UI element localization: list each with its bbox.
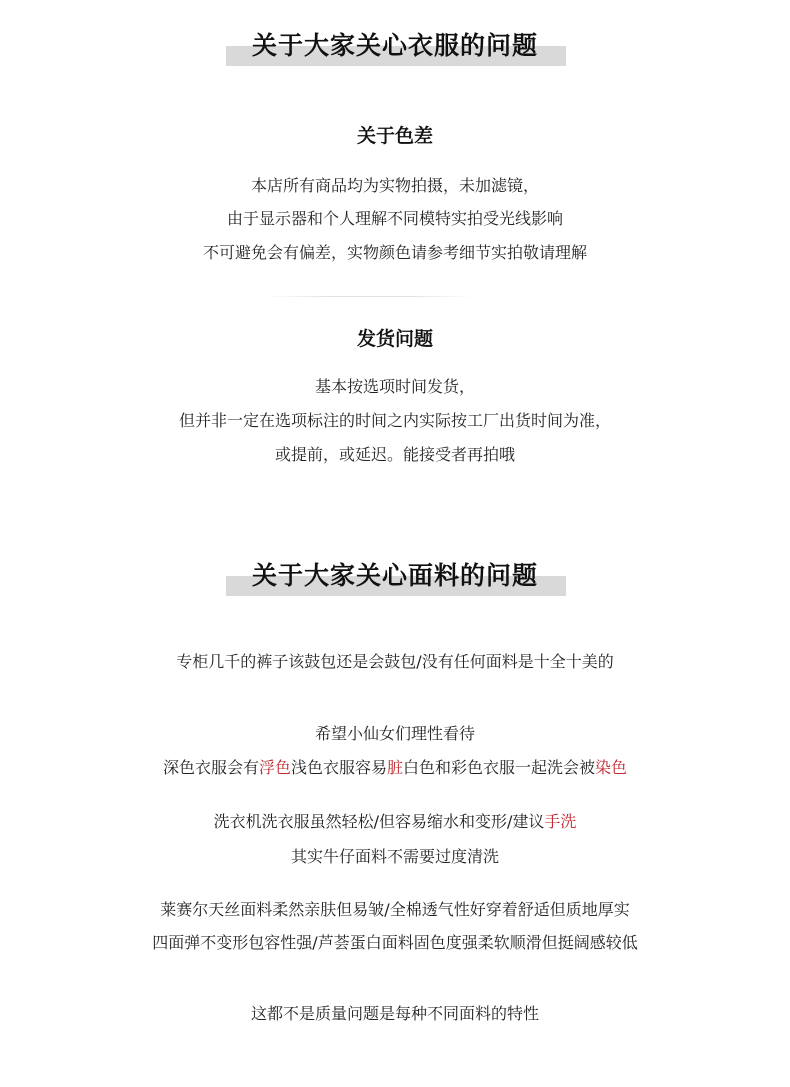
- text-segment: 浅色衣服容易: [290, 758, 387, 777]
- highlight-text: 脏: [387, 758, 404, 777]
- fabric-line: 莱赛尔天丝面料柔然亲肤但易皱/全棉透气性好穿着舒适但质地厚实: [160, 900, 630, 919]
- fabric-line: 专柜几千的裤子该鼓包还是会鼓包/没有任何面料是十全十美的: [176, 652, 614, 671]
- shipping-line: 但并非一定在选项标注的时间之内实际按工厂出货时间为准，: [178, 411, 611, 430]
- shipping-line: 或提前，或延迟。能接受者再拍哦: [274, 445, 515, 464]
- text-segment: 深色衣服会有: [162, 758, 259, 777]
- highlight-text: 染色: [595, 758, 628, 777]
- color-diff-title: 关于色差: [356, 125, 433, 147]
- section-heading-clothing: [0, 24, 790, 68]
- section-heading-text: 关于大家关心衣服的问题: [251, 31, 538, 60]
- shipping-title: 发货问题: [356, 328, 433, 350]
- fabric-line-highlighted: [0, 810, 790, 834]
- fabric-line: 其实牛仔面料不需要过度清洗: [290, 847, 499, 866]
- section-heading-text: 关于大家关心面料的问题: [251, 561, 538, 590]
- text-segment: 洗衣机洗衣服虽然轻松/但容易缩水和变形/建议: [213, 812, 545, 831]
- fabric-line-highlighted: [0, 756, 790, 780]
- highlight-text: 浮色: [258, 758, 291, 777]
- fabric-line: 四面弹不变形包容性强/芦荟蛋白面料固色度强柔软顺滑但挺阔感较低: [152, 933, 638, 952]
- color-diff-line: 本店所有商品均为实物拍摄，未加滤镜，: [250, 176, 539, 195]
- color-diff-line: 由于显示器和个人理解不同模特实拍受光线影响: [226, 209, 563, 228]
- fabric-line: 希望小仙女们理性看待: [314, 724, 475, 743]
- fabric-line: 这都不是质量问题是每种不同面料的特性: [250, 1004, 539, 1023]
- text-segment: 白色和彩色衣服一起洗会被: [403, 758, 596, 777]
- color-diff-line: 不可避免会有偏差，实物颜色请参考细节实拍敬请理解: [202, 243, 587, 262]
- highlight-text: 手洗: [544, 812, 577, 831]
- section-divider: [265, 296, 473, 297]
- shipping-line: 基本按选项时间发货，: [314, 377, 475, 396]
- section-heading-fabric: [0, 554, 790, 598]
